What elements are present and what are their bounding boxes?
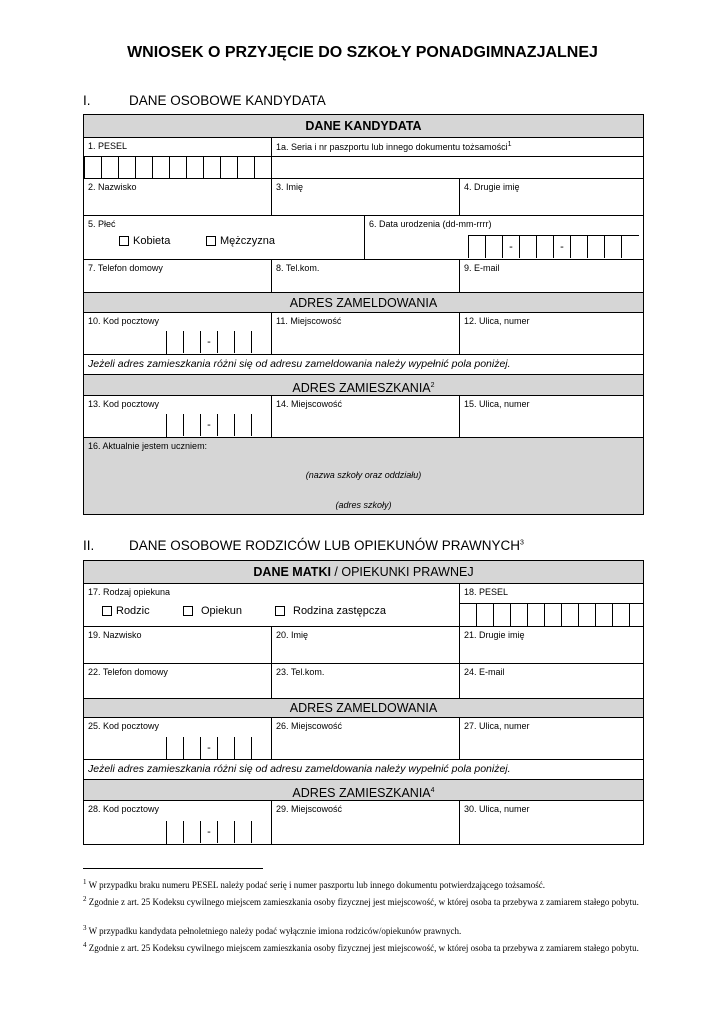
guardian-email-label: 24. E-mail: [464, 667, 505, 677]
guardian-res-city-field[interactable]: [271, 801, 459, 844]
guardian-res-city-label: 29. Miejscowość: [276, 804, 343, 814]
birthdate-label: 6. Data urodzenia (dd-mm-rrrr): [369, 219, 492, 229]
sex-cell: [84, 216, 364, 259]
sex-label: 5. Płeć: [88, 219, 116, 229]
guardian-email-field[interactable]: [459, 664, 643, 698]
student-label: 16. Aktualnie jestem uczniem:: [88, 441, 208, 451]
guardian-res-street-field[interactable]: [459, 801, 643, 844]
male-checkbox[interactable]: [206, 235, 275, 247]
section-1-heading: [83, 93, 683, 111]
guardian-res-header: ADRES ZAMIESZKANIA$^4$: [84, 779, 643, 800]
mother-form: [83, 560, 644, 845]
pesel-label: 1. PESEL: [88, 141, 128, 151]
guardian-secondname-field[interactable]: [459, 627, 643, 663]
res-postal-label: 13. Kod pocztowy: [88, 399, 160, 409]
footnote-3: $^3$ W przypadku kandydata pełnoletniego należy podać wyłącznie imiona rodziców/opiekunów prawnych.: [83, 924, 462, 936]
res-postal-cell: [84, 396, 271, 437]
guardian-row: [84, 583, 643, 626]
guardian-phone-row: [84, 663, 643, 698]
guardian-mobile-field[interactable]: [271, 664, 459, 698]
foster-label: Rodzina zastępcza: [293, 605, 386, 617]
reg-city-label: 11. Miejscowość: [276, 316, 342, 326]
footnote-divider: [83, 868, 263, 869]
res-address-header: ADRES ZAMIESZKANIA$^2$: [84, 374, 643, 395]
reg-city-field[interactable]: [271, 313, 459, 354]
guardian-res-street-label: 30. Ulica, numer: [464, 804, 530, 814]
parent-checkbox[interactable]: [102, 605, 150, 617]
passport-cell[interactable]: [271, 138, 643, 178]
pesel-input[interactable]: [84, 156, 272, 179]
reg-postal-cell: [84, 313, 271, 354]
pesel-row: [84, 137, 643, 178]
reg-street-label: 12. Ulica, numer: [464, 316, 530, 326]
guardian-homephone-field[interactable]: [84, 664, 271, 698]
section-2-number: II.: [83, 538, 95, 553]
mobile-label: 8. Tel.kom.: [276, 263, 320, 273]
firstname-field[interactable]: [271, 179, 459, 215]
guardian-mobile-label: 23. Tel.kom.: [276, 667, 325, 677]
email-label: 9. E-mail: [464, 263, 500, 273]
checkbox-icon: [275, 606, 285, 616]
guardian-reg-postal-input[interactable]: -: [166, 737, 269, 760]
phone-row: [84, 259, 643, 292]
guardian-firstname-label: 20. Imię: [276, 630, 309, 640]
guardian-res-postal-cell: [84, 801, 271, 844]
guardian-reg-street-field[interactable]: [459, 718, 643, 759]
footnote-1: $^1$ W przypadku braku numeru PESEL należy podać serię i numer paszportu lub innego dokumentu potwierdzającego tożsamość.: [83, 878, 545, 890]
page-title: WNIOSEK O PRZYJĘCIE DO SZKOŁY PONADGIMNAZJALNEJ: [127, 44, 598, 61]
female-label: Kobieta: [133, 235, 171, 247]
checkbox-icon: [183, 606, 193, 616]
guardian-pesel-cell: [459, 584, 643, 626]
male-label: Mężczyzna: [220, 235, 276, 247]
email-field[interactable]: [459, 260, 643, 292]
name-row: [84, 178, 643, 215]
guardian-pesel-input[interactable]: [460, 603, 643, 626]
res-city-label: 14. Miejscowość: [276, 399, 343, 409]
footnote-4: $^4$ Zgodnie z art. 25 Kodeksu cywilnego miejscem zamieszkania osoby fizycznej jest miejscowość, w której osoba ta przebywa z zamiarem stałego pobytu.: [83, 941, 639, 953]
firstname-label: 3. Imię: [276, 182, 304, 192]
guardian-reg-city-field[interactable]: [271, 718, 459, 759]
guardian-reg-street-label: 27. Ulica, numer: [464, 721, 530, 731]
secondname-field[interactable]: [459, 179, 643, 215]
passport-label: 1a. Seria i nr paszportu lub innego dokumentu tożsamości$^1$: [276, 141, 512, 152]
guardian-type-cell: [84, 584, 459, 626]
pesel-cell: [84, 138, 271, 178]
res-city-field[interactable]: [271, 396, 459, 437]
mobile-field[interactable]: [271, 260, 459, 292]
homephone-field[interactable]: [84, 260, 271, 292]
checkbox-icon: [206, 236, 216, 246]
homephone-label: 7. Telefon domowy: [88, 263, 163, 273]
guardian-address-note: Jeżeli adres zamieszkania różni się od adresu zameldowania należy wypełnić pola poniżej.: [84, 759, 643, 779]
surname-field[interactable]: [84, 179, 271, 215]
candidate-header: DANE KANDYDATA: [84, 115, 643, 137]
section-2-heading: [83, 538, 703, 556]
checkbox-icon: [119, 236, 129, 246]
guardian-type-label: 17. Rodzaj opiekuna: [88, 587, 171, 597]
section-2-title: DANE OSOBOWE RODZICÓW LUB OPIEKUNÓW PRAWNYCH$^3$: [129, 538, 524, 553]
guardian-surname-label: 19. Nazwisko: [88, 630, 142, 640]
reg-street-field[interactable]: [459, 313, 643, 354]
school-name-hint: (nazwa szkoły oraz oddziału): [305, 470, 422, 480]
guardian-checkbox[interactable]: [183, 605, 242, 617]
guardian-name-row: [84, 626, 643, 663]
guardian-firstname-field[interactable]: [271, 627, 459, 663]
guardian-pesel-label: 18. PESEL: [464, 587, 509, 597]
res-street-field[interactable]: [459, 396, 643, 437]
birthdate-input[interactable]: - -: [468, 235, 639, 258]
guardian-secondname-label: 21. Drugie imię: [464, 630, 525, 640]
guardian-res-postal-label: 28. Kod pocztowy: [88, 804, 160, 814]
guardian-reg-postal-cell: [84, 718, 271, 759]
guardian-reg-header: ADRES ZAMELDOWANIA: [84, 698, 643, 717]
res-address-row: [84, 395, 643, 437]
checkbox-icon: [102, 606, 112, 616]
section-1-title: DANE OSOBOWE KANDYDATA: [129, 93, 326, 108]
section-1-number: I.: [83, 93, 91, 108]
guardian-reg-postal-label: 25. Kod pocztowy: [88, 721, 160, 731]
foster-checkbox[interactable]: [275, 605, 386, 617]
res-street-label: 15. Ulica, numer: [464, 399, 530, 409]
res-postal-input[interactable]: -: [166, 414, 269, 437]
reg-address-header: ADRES ZAMELDOWANIA: [84, 292, 643, 312]
birthdate-cell: [364, 216, 643, 259]
guardian-res-postal-input[interactable]: -: [166, 821, 269, 844]
address-note: Jeżeli adres zamieszkania różni się od adresu zameldowania należy wypełnić pola poniżej.: [84, 354, 643, 374]
student-row[interactable]: [84, 437, 643, 514]
mother-header: DANE MATKI / OPIEKUNKI PRAWNEJ: [84, 561, 643, 583]
guardian-res-row: [84, 800, 643, 844]
secondname-label: 4. Drugie imię: [464, 182, 520, 192]
guardian-homephone-label: 22. Telefon domowy: [88, 667, 168, 677]
school-address-hint: (adres szkoły): [335, 500, 392, 510]
guardian-surname-field[interactable]: [84, 627, 271, 663]
guardian-reg-city-label: 26. Miejscowość: [276, 721, 343, 731]
guardian-label: Opiekun: [201, 605, 242, 617]
candidate-form: [83, 114, 644, 515]
footnote-2: $^2$ Zgodnie z art. 25 Kodeksu cywilnego miejscem zamieszkania osoby fizycznej jest miejscowość, w której osoba ta przebywa z zamiarem stałego pobytu.: [83, 895, 639, 907]
female-checkbox[interactable]: [119, 235, 170, 247]
reg-postal-label: 10. Kod pocztowy: [88, 316, 160, 326]
parent-label: Rodzic: [116, 605, 150, 617]
reg-postal-input[interactable]: -: [166, 331, 269, 354]
reg-address-row: [84, 312, 643, 354]
guardian-reg-row: [84, 717, 643, 759]
surname-label: 2. Nazwisko: [88, 182, 137, 192]
sex-birth-row: [84, 215, 643, 259]
